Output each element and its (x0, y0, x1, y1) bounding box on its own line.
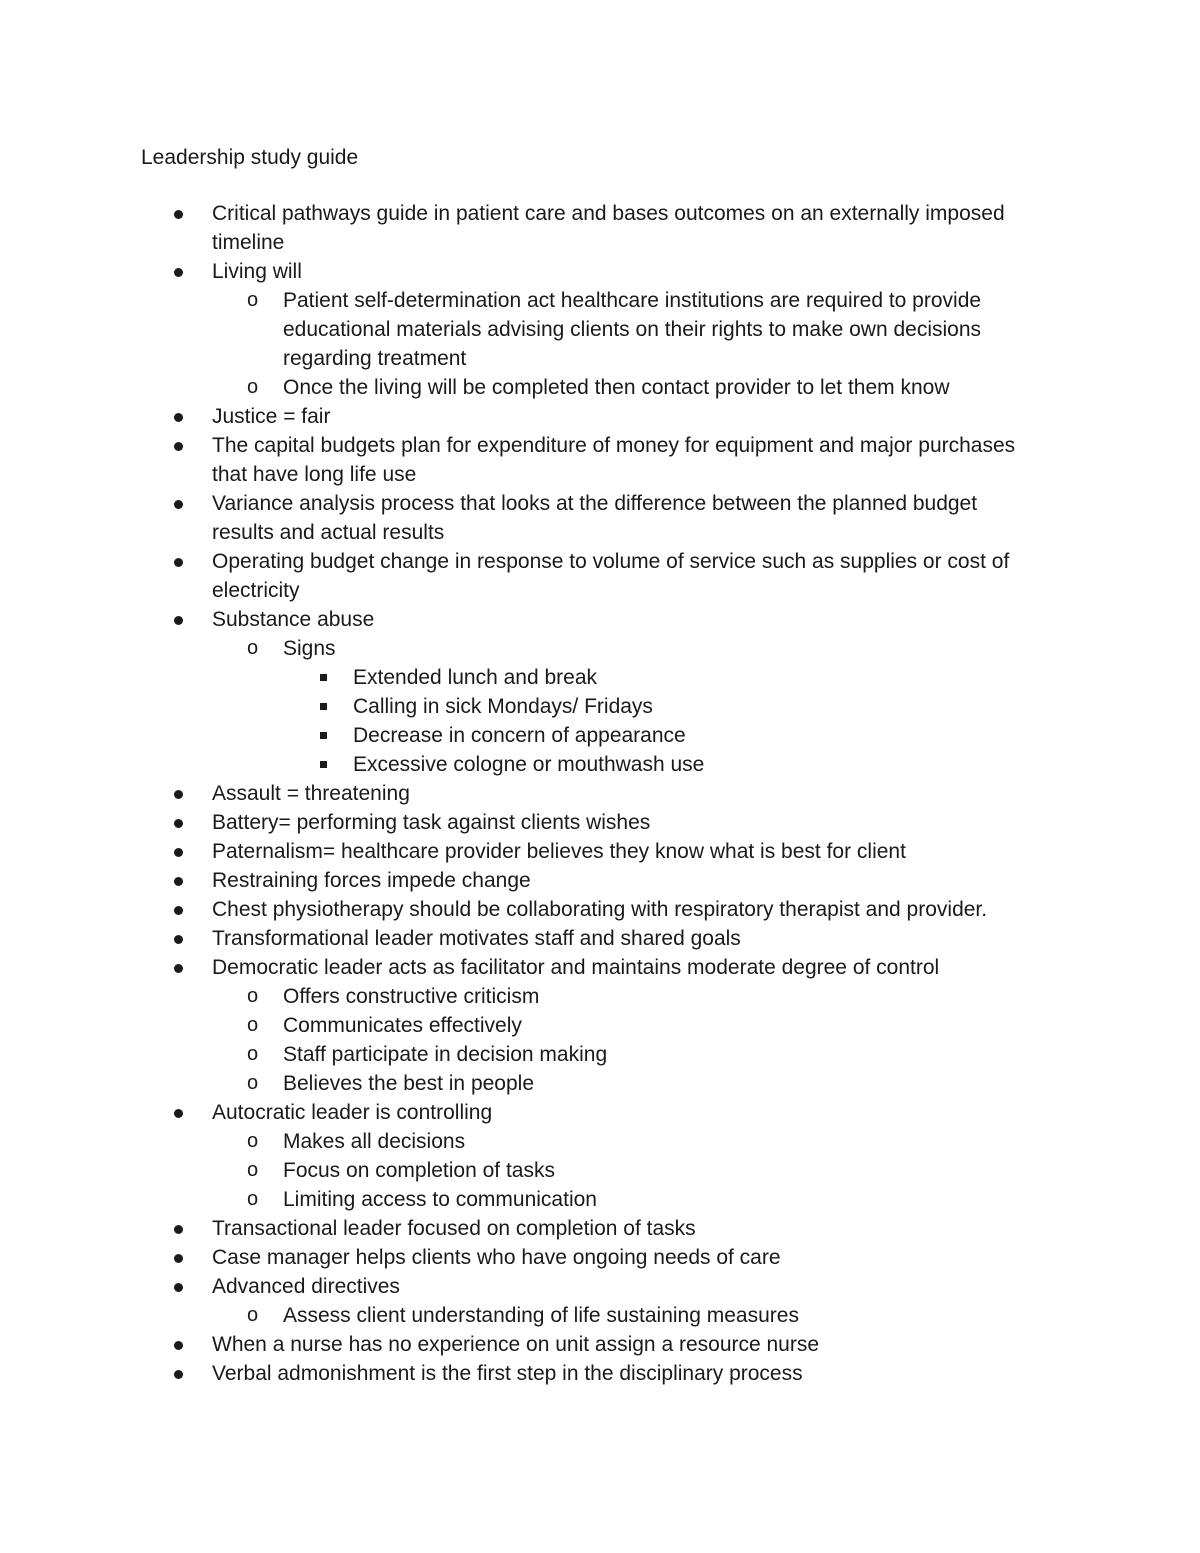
document-title: Leadership study guide (141, 146, 359, 169)
list-item-text: Limiting access to communication (283, 1188, 597, 1211)
list-item (0, 199, 1200, 257)
list-item (0, 663, 1200, 692)
list-item (0, 257, 1200, 286)
list-item (0, 547, 1200, 605)
list-item (0, 1098, 1200, 1127)
list-item (0, 402, 1200, 431)
hollow-bullet-icon: o (247, 376, 259, 398)
list-item (0, 605, 1200, 634)
list-item-text: Calling in sick Mondays/ Fridays (353, 695, 653, 718)
list-item-text: Justice = fair (212, 405, 331, 428)
list-item-text: Decrease in concern of appearance (353, 724, 686, 747)
list-item (0, 837, 1200, 866)
list-item (0, 692, 1200, 721)
list-item-text: Operating budget change in response to volume of service such as supplies or cost of (212, 550, 1010, 573)
list-item-text: Believes the best in people (283, 1072, 535, 1095)
list-item-text: Communicates effectively (283, 1014, 522, 1037)
list-item-text: Once the living will be completed then contact provider to let them know (283, 376, 950, 399)
list-item-text: Transactional leader focused on completion of tasks (212, 1217, 696, 1240)
list-item-text: The capital budgets plan for expenditure of money for equipment and major purchases (212, 434, 1016, 457)
hollow-bullet-icon: o (247, 1188, 259, 1210)
list-item-text: Living will (212, 260, 302, 283)
hollow-bullet-icon: o (247, 1014, 259, 1036)
hollow-bullet-icon: o (247, 1072, 259, 1094)
list-item (0, 1185, 1200, 1214)
hollow-bullet-icon: o (247, 1159, 259, 1181)
list-item (0, 1127, 1200, 1156)
list-item-text: Staff participate in decision making (283, 1043, 608, 1066)
list-item-text: Offers constructive criticism (283, 985, 540, 1008)
list-item-text: Makes all decisions (283, 1130, 466, 1153)
list-item (0, 1359, 1200, 1388)
hollow-bullet-icon: o (247, 289, 259, 311)
list-item-text: Extended lunch and break (353, 666, 598, 689)
list-item-text: When a nurse has no experience on unit assign a resource nurse (212, 1333, 820, 1356)
list-item (0, 1272, 1200, 1301)
list-item-text: Chest physiotherapy should be collaborating with respiratory therapist and provider. (212, 898, 988, 921)
hollow-bullet-icon: o (247, 985, 259, 1007)
list-item-text: regarding treatment (283, 347, 467, 370)
list-item-text: Focus on completion of tasks (283, 1159, 555, 1182)
hollow-bullet-icon: o (247, 1130, 259, 1152)
list-item-text: Signs (283, 637, 336, 660)
list-item-text: Autocratic leader is controlling (212, 1101, 493, 1124)
list-item (0, 750, 1200, 779)
list-item (0, 1243, 1200, 1272)
list-item (0, 1330, 1200, 1359)
list-item (0, 373, 1200, 402)
list-item (0, 1011, 1200, 1040)
list-item-text: Assault = threatening (212, 782, 410, 805)
list-item (0, 1040, 1200, 1069)
list-item (0, 1069, 1200, 1098)
list-item (0, 1214, 1200, 1243)
list-item (0, 634, 1200, 663)
hollow-bullet-icon: o (247, 1043, 259, 1065)
list-item-text: Substance abuse (212, 608, 375, 631)
list-item-text: Advanced directives (212, 1275, 400, 1298)
list-item-text: Critical pathways guide in patient care and bases outcomes on an externally imposed (212, 202, 1005, 225)
list-item (0, 489, 1200, 547)
list-item-text: Restraining forces impede change (212, 869, 531, 892)
list-item (0, 953, 1200, 982)
list-item-text: Transformational leader motivates staff and shared goals (212, 927, 741, 950)
list-item (0, 286, 1200, 373)
list-item-text: Excessive cologne or mouthwash use (353, 753, 705, 776)
bullet-list (0, 199, 1200, 1388)
list-item-text: timeline (212, 231, 285, 254)
list-item (0, 779, 1200, 808)
list-item-text: Variance analysis process that looks at the difference between the planned budget (212, 492, 978, 515)
list-item-text: that have long life use (212, 463, 417, 486)
hollow-bullet-icon: o (247, 637, 259, 659)
list-item (0, 866, 1200, 895)
list-item (0, 1156, 1200, 1185)
list-item-text: Democratic leader acts as facilitator and maintains moderate degree of control (212, 956, 940, 979)
list-item-text: Paternalism= healthcare provider believes they know what is best for client (212, 840, 906, 863)
list-item (0, 808, 1200, 837)
list-item-text: results and actual results (212, 521, 445, 544)
list-item-text: educational materials advising clients on their rights to make own decisions (283, 318, 982, 341)
hollow-bullet-icon: o (247, 1304, 259, 1326)
list-item-text: Verbal admonishment is the first step in the disciplinary process (212, 1362, 803, 1385)
list-item-text: Assess client understanding of life sustaining measures (283, 1304, 799, 1327)
list-item-text: Battery= performing task against clients wishes (212, 811, 651, 834)
list-item (0, 431, 1200, 489)
list-item (0, 895, 1200, 924)
list-item-text: Case manager helps clients who have ongoing needs of care (212, 1246, 781, 1269)
list-item (0, 924, 1200, 953)
list-item (0, 1301, 1200, 1330)
list-item-text: electricity (212, 579, 300, 602)
list-item (0, 982, 1200, 1011)
list-item-text: Patient self-determination act healthcare institutions are required to provide (283, 289, 982, 312)
list-item (0, 721, 1200, 750)
